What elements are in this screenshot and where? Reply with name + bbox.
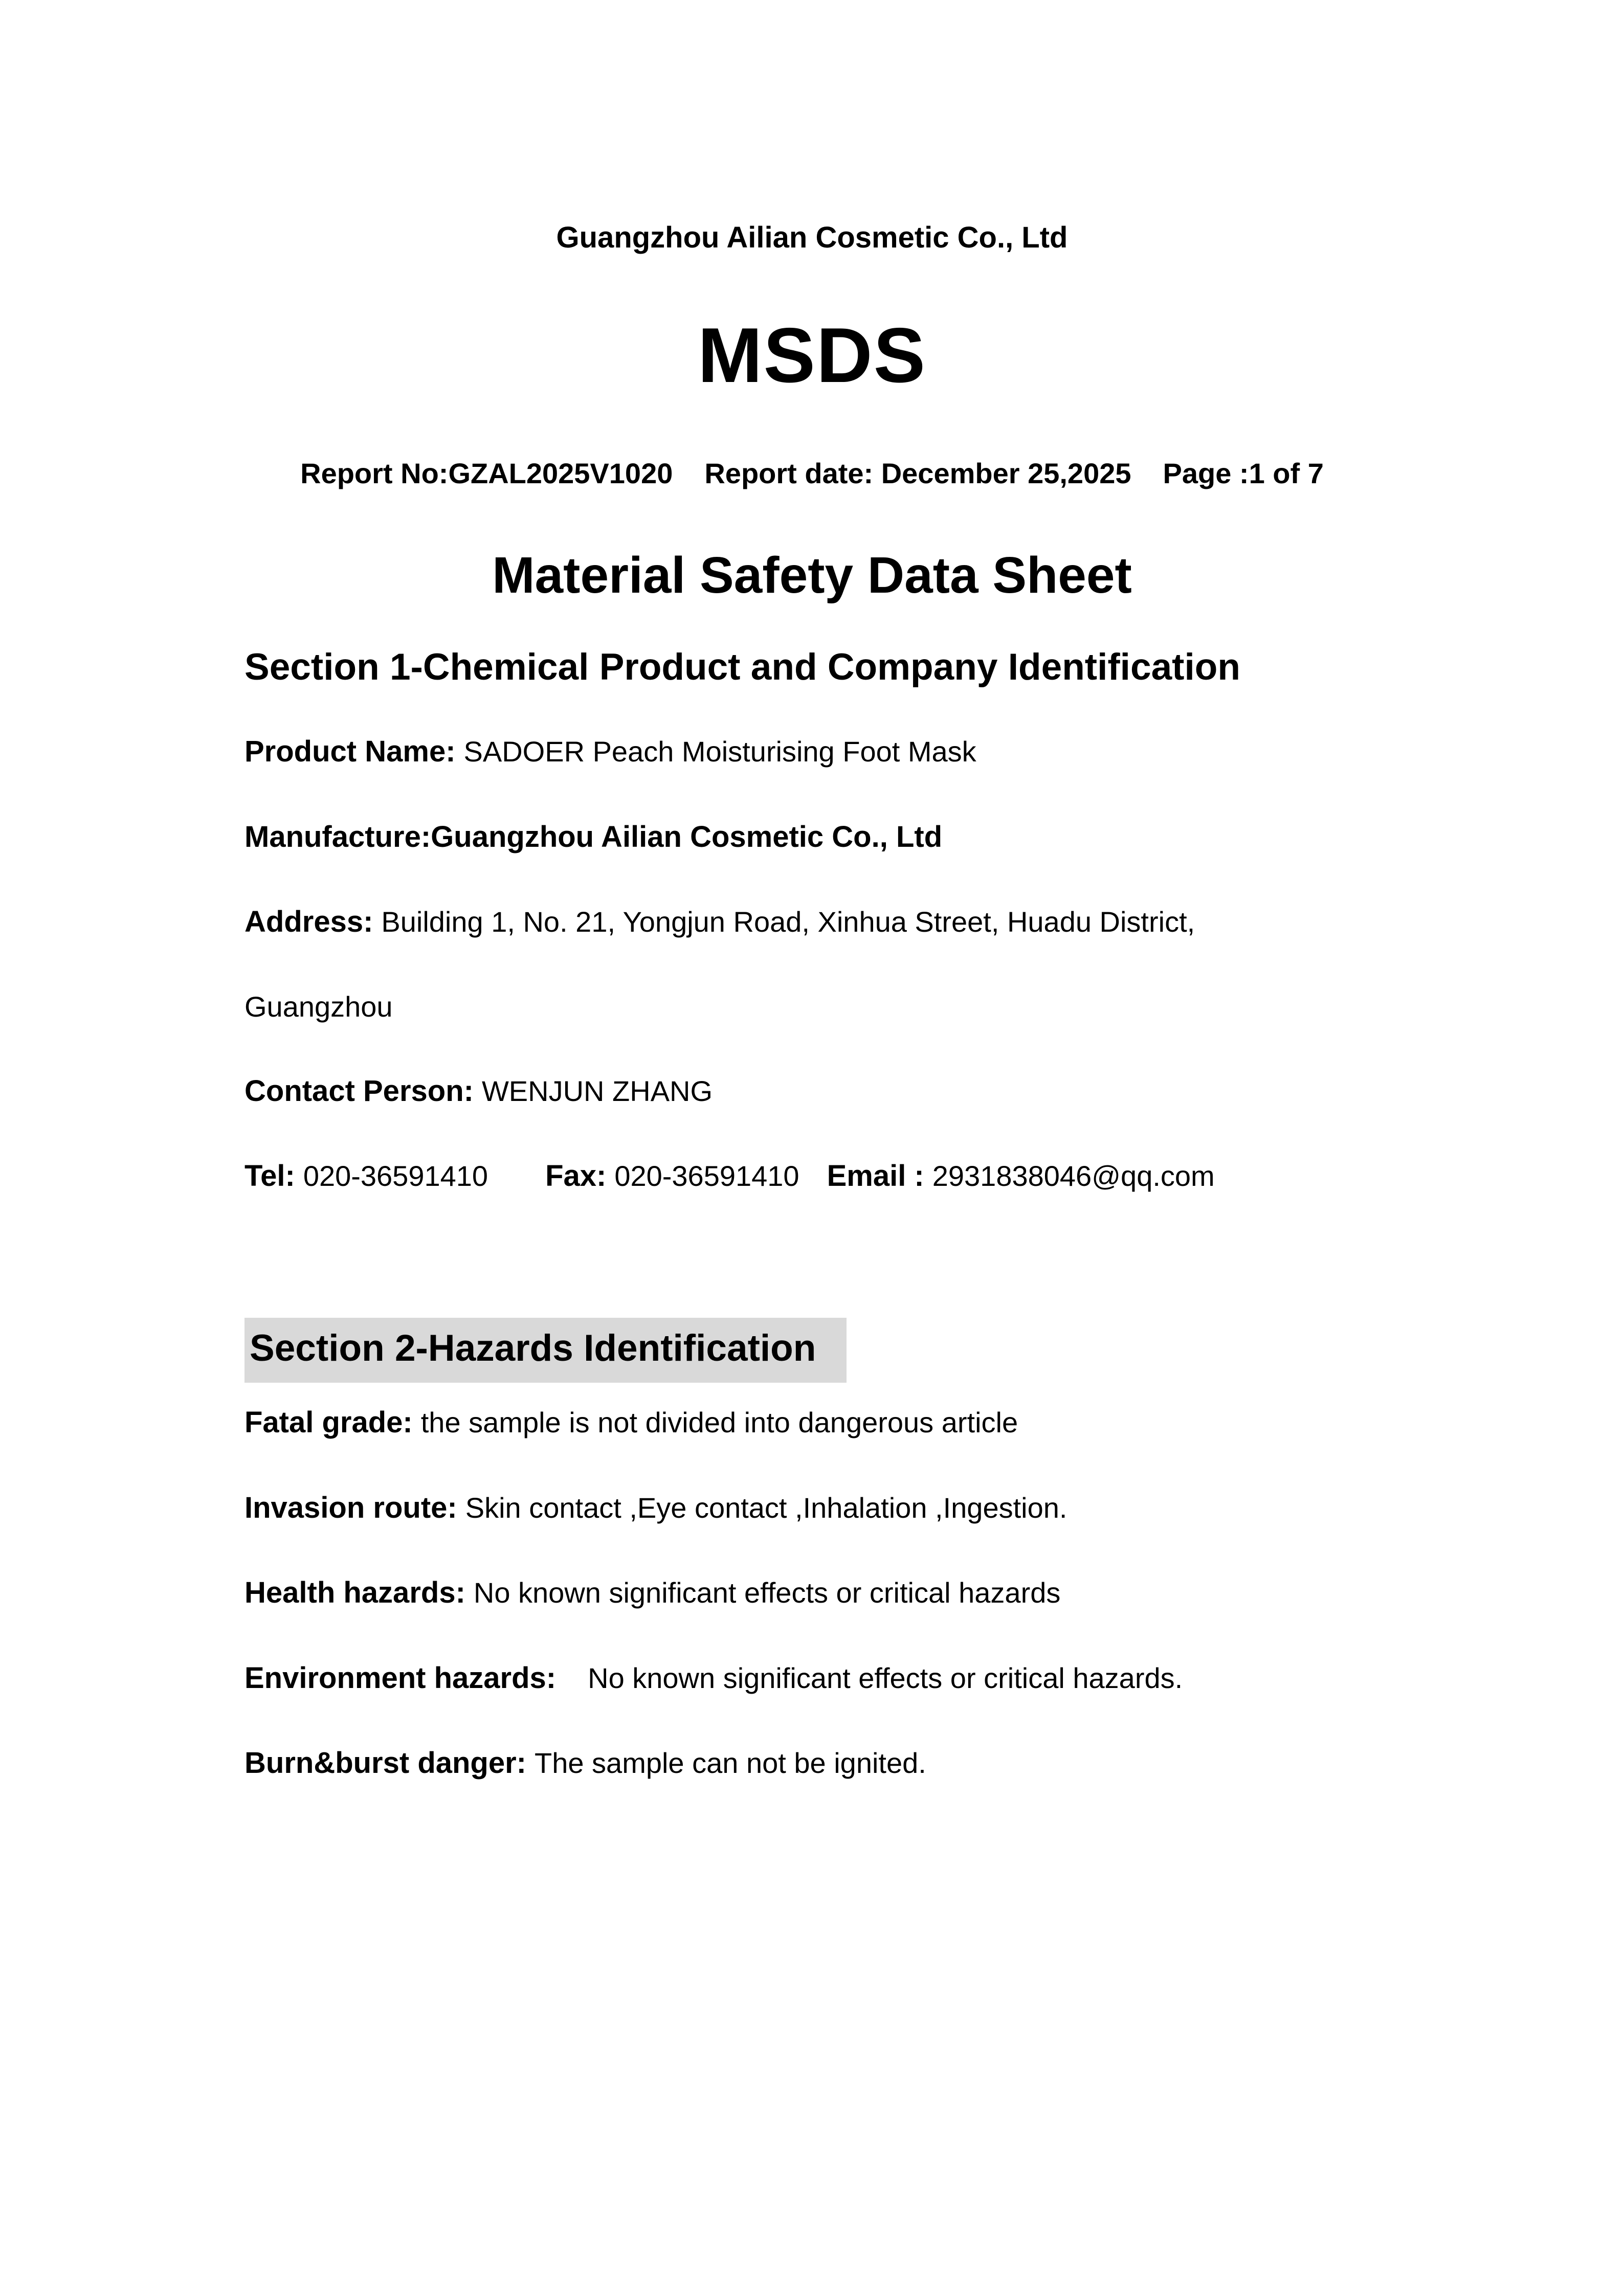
fatal-grade-row (244, 1404, 1380, 1442)
report-number: Report No:GZAL2025V1020 (300, 457, 673, 489)
environment-hazards-label: Environment hazards: (244, 1661, 557, 1695)
section2-heading: Section 2-Hazards Identification (244, 1318, 847, 1383)
manufacture-value: Guangzhou Ailian Cosmetic Co., Ltd (431, 820, 943, 853)
email-label: Email : (827, 1159, 924, 1193)
fax-label: Fax: (545, 1159, 607, 1193)
tel-value: 020-36591410 (303, 1160, 488, 1192)
product-name-value: SADOER Peach Moisturising Foot Mask (463, 735, 976, 768)
address-value-line1: Building 1, No. 21, Yongjun Road, Xinhua Street, Huadu District, (381, 906, 1195, 938)
page-indicator: Page :1 of 7 (1163, 457, 1324, 489)
product-name-label: Product Name: (244, 735, 456, 769)
environment-hazards-row (244, 1660, 1380, 1697)
fax-value: 020-36591410 (614, 1160, 799, 1192)
document-type-title: MSDS (697, 311, 927, 399)
company-header: Guangzhou Ailian Cosmetic Co., Ltd (556, 221, 1068, 254)
document-title: Material Safety Data Sheet (492, 546, 1132, 604)
email-value: 2931838046@qq.com (932, 1160, 1215, 1192)
manufacture-row (244, 819, 1380, 856)
invasion-route-label: Invasion route: (244, 1491, 457, 1524)
environment-hazards-value: No known significant effects or critical hazards. (588, 1661, 1183, 1694)
fatal-grade-value: the sample is not divided into dangerous article (420, 1406, 1018, 1439)
report-info-line (244, 456, 1380, 491)
address-row (244, 904, 1380, 941)
contact-person-label: Contact Person: (244, 1074, 474, 1108)
health-hazards-label: Health hazards: (244, 1576, 465, 1610)
address-row-continuation (244, 989, 1380, 1025)
invasion-route-value: Skin contact ,Eye contact ,Inhalation ,Ingestion. (465, 1491, 1067, 1524)
report-date: Report date: December 25,2025 (704, 457, 1131, 489)
burn-burst-danger-label: Burn&burst danger: (244, 1746, 526, 1780)
address-value-line2: Guangzhou (244, 990, 393, 1023)
burn-burst-danger-row (244, 1745, 1380, 1782)
manufacture-label: Manufacture: (244, 820, 431, 853)
section1-heading: Section 1-Chemical Product and Company Identification (244, 646, 1240, 688)
address-label: Address: (244, 905, 373, 939)
product-name-row (244, 733, 1380, 771)
burn-burst-danger-value: The sample can not be ignited. (535, 1747, 926, 1780)
fatal-grade-label: Fatal grade: (244, 1406, 413, 1439)
tel-label: Tel: (244, 1159, 295, 1193)
health-hazards-value: No known significant effects or critical hazards (473, 1577, 1061, 1609)
contact-person-value: WENJUN ZHANG (481, 1074, 713, 1107)
invasion-route-row (244, 1490, 1380, 1527)
contact-person-row (244, 1073, 1380, 1110)
tel-fax-email-row (244, 1158, 1380, 1195)
health-hazards-row (244, 1574, 1380, 1612)
